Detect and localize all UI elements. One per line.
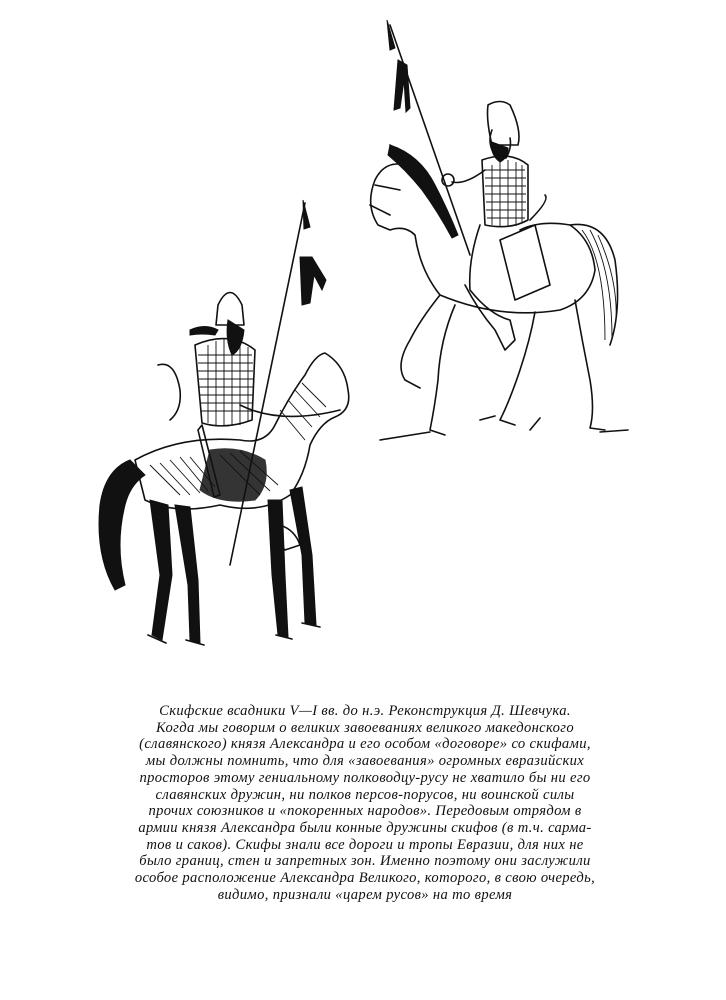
caption-line: особое расположение Александра Великого, которого, в свою очередь, [134,870,596,887]
caption-line: тов и саков). Скифы знали все дороги и тропы Евразии, для них не [146,836,584,853]
caption-line: (славянского) князя Александра и его особом «договоре» со скифами, [139,736,591,753]
caption-line: видимо, признали «царем русов» на то время [217,886,513,903]
illustration-rider-right [360,20,630,450]
illustration-rider-left [90,195,360,675]
caption-line: армии князя Александра были конные дружины скифов (в т.ч. сарма- [138,819,592,836]
figure-caption [98,703,632,903]
caption-line: просторов этому гениальному полководцу-русу не хватило бы ни его [139,769,591,786]
caption-title-line: Скифские всадники V—I вв. до н.э. Реконструкция Д. Шевчука. [159,703,571,719]
caption-line: прочих союзников и «покоренных народов». Передовым отрядом в [148,803,582,820]
caption-line: было границ, стен и запретных зон. Именно поэтому они заслужили [139,853,591,870]
scythian-rider-right-drawing [360,20,630,450]
caption-line: Когда мы говорим о великих завоеваниях великого македонского [156,719,574,736]
scythian-rider-left-drawing [90,195,360,675]
caption-line: мы должны помнить, что для «завоевания» огромных евразийских [145,753,585,770]
caption-line: славянских дружин, ни полков персов-порусов, ни воинской силы [155,786,575,803]
